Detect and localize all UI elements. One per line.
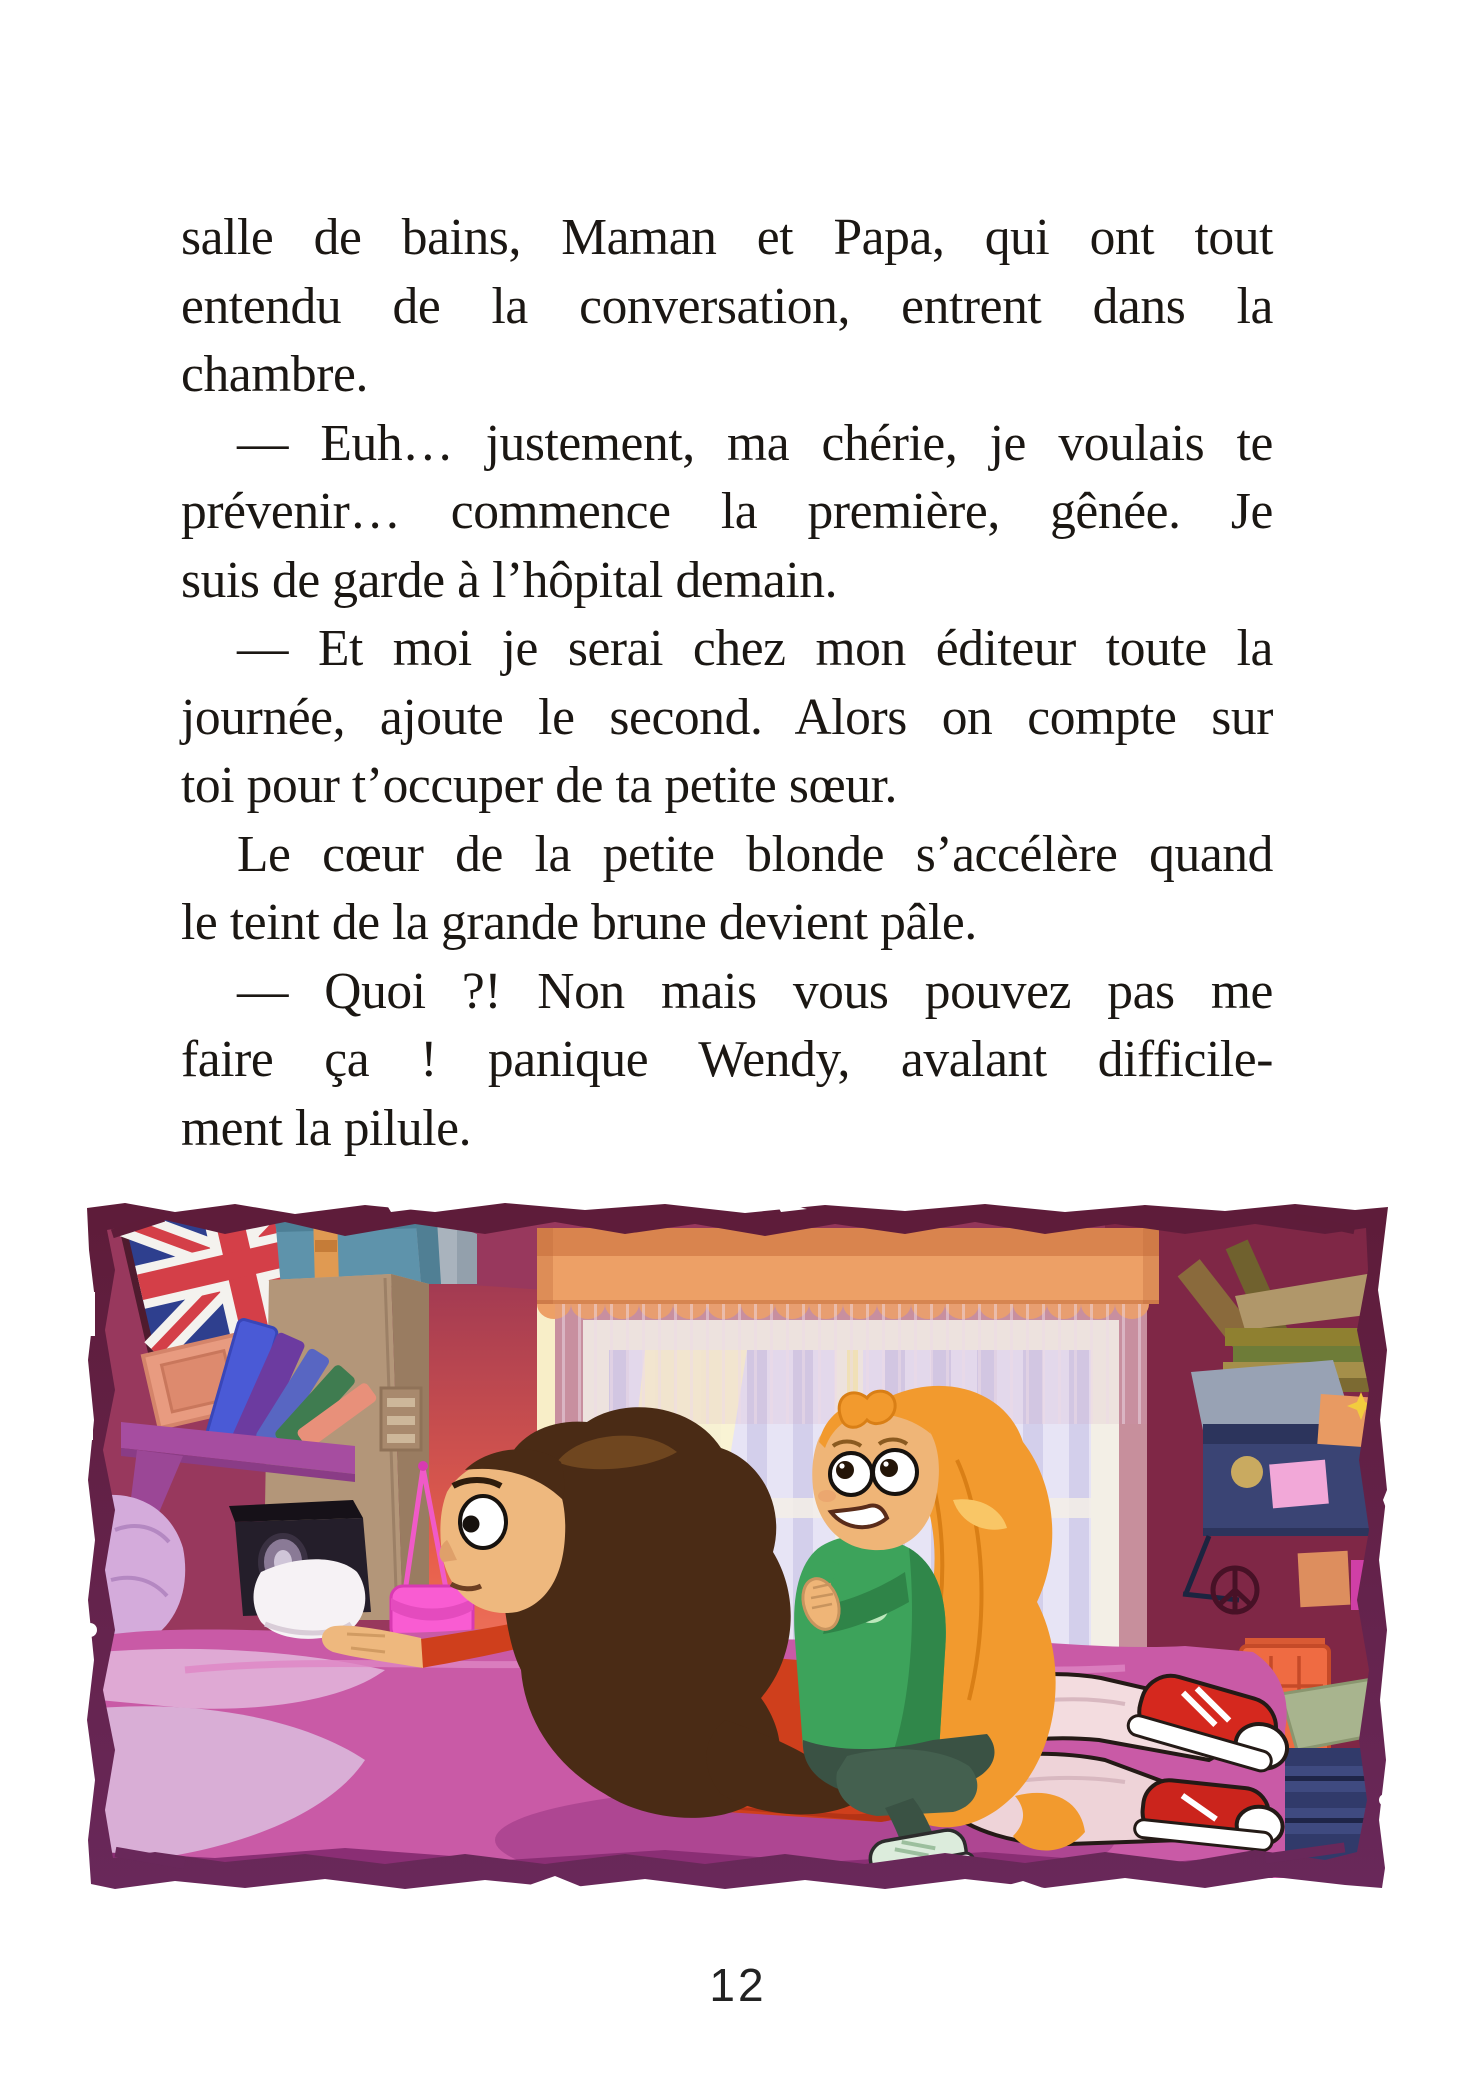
text-line: prévenir… commence la première, gênée. Je (181, 483, 1273, 540)
text-line: — Euh… justement, ma chérie, je voulais te (237, 414, 1273, 472)
bedroom-illustration (85, 1200, 1391, 1892)
pink-sticky-note (1269, 1460, 1329, 1509)
text-line: ment la pilule. (181, 1099, 472, 1157)
text-line: chambre. (181, 346, 368, 403)
text-line: — Et moi je serai chez mon éditeur toute la (237, 620, 1273, 677)
text-line: salle de bains, Maman et Papa, qui ont tout (181, 209, 1273, 266)
text-line: entendu de la conversation, entrent dans la (181, 277, 1273, 335)
text-line: faire ça ! panique Wendy, avalant difficile- (181, 1031, 1273, 1088)
page-number: 12 (709, 1959, 767, 2011)
text-line: toi pour t’occuper de ta petite sœur. (181, 757, 897, 814)
text-line: — Quoi ?! Non mais vous pouvez pas me (237, 962, 1273, 1020)
text-line: suis de garde à l’hôpital demain. (181, 551, 838, 609)
story-text (181, 204, 1273, 1163)
text-line: journée, ajoute le second. Alors on compte sur (181, 688, 1273, 746)
text-line: le teint de la grande brune devient pâle. (181, 894, 977, 951)
text-line: Le cœur de la petite blonde s’accélère quand (237, 825, 1273, 883)
illustration-frame (85, 1200, 1391, 1892)
